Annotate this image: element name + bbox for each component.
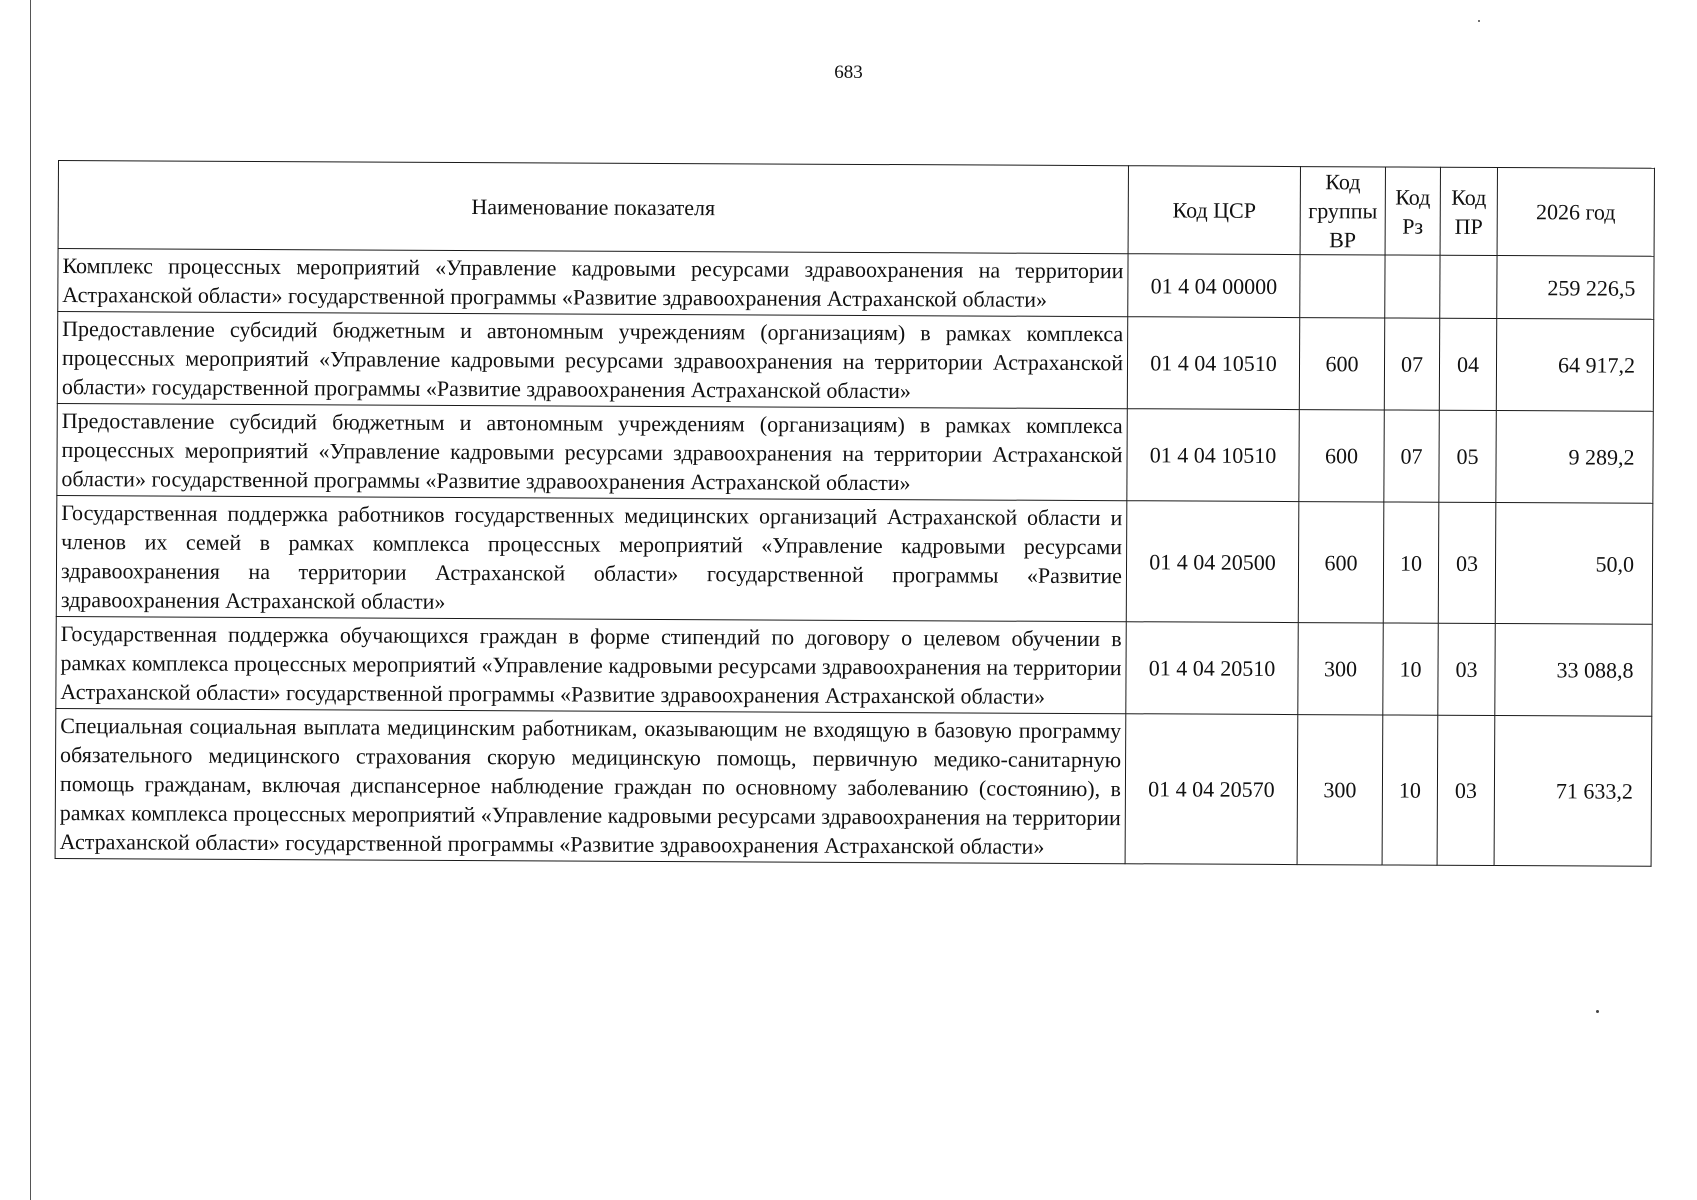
row-amount: 64 917,2 [1496, 319, 1653, 412]
row-vr-code: 600 [1299, 410, 1384, 502]
row-name: Государственная поддержка работников государственных медицинских организаций Астраханской области и членов их семей в рамках комплекса процессных мероприятий «Управление кадровыми ресурсами здравоохранения на территории Астраханской области» государственной программы «Развитие здравоохранения Астраханской области» [56, 495, 1127, 621]
header-name: Наименование показателя [58, 161, 1128, 254]
row-csr-code: 01 4 04 20510 [1126, 622, 1298, 715]
table-row [57, 312, 1653, 412]
header-pr-code: Код ПР [1440, 167, 1497, 255]
row-name: Предоставление субсидий бюджетным и автономным учреждениям (организациям) в рамках комплекса процессных мероприятий «Управление кадровыми ресурсами здравоохранения на территории Астраханской области» государственной программы «Развитие здравоохранения Астраханской области» [57, 403, 1127, 500]
row-csr-code: 01 4 04 10510 [1127, 317, 1299, 410]
table-row [58, 249, 1654, 320]
row-csr-code: 01 4 04 00000 [1128, 254, 1300, 318]
scan-speck [1478, 20, 1480, 22]
table-header-row [58, 161, 1654, 257]
row-csr-code: 01 4 04 20500 [1126, 501, 1299, 623]
page-number: 683 [834, 62, 863, 83]
row-name: Предоставление субсидий бюджетным и автономным учреждениям (организациям) в рамках комплекса процессных мероприятий «Управление кадровыми ресурсами здравоохранения на территории Астраханской области» государственной программы «Развитие здравоохранения Астраханской области» [57, 312, 1127, 409]
row-name: Государственная поддержка обучающихся граждан в форме стипендий по договору о целевом обучении в рамках комплекса процессных мероприятий «Управление кадровыми ресурсами здравоохранения на территории Астраханской области» государственной программы «Развитие здравоохранения Астраханской области» [56, 616, 1126, 713]
row-name: Специальная социальная выплата медицинским работникам, оказывающим не входящую в базовую программу обязательного медицинского страхования скорую медицинскую помощь, первичную медико-санитарную помощь гражданам, включая диспансерное наблюдение граждан по основному заболеванию (состоянию), в рамках комплекса процессных мероприятий «Управление кадровыми ресурсами здравоохранения на территории Астраханской области» государственной программы «Развитие здравоохранения Астраханской области» [55, 708, 1126, 863]
table-row [55, 708, 1652, 866]
row-pr-code: 03 [1438, 502, 1496, 623]
header-rz-code: Код Рз [1385, 167, 1440, 255]
row-csr-code: 01 4 04 10510 [1127, 409, 1299, 502]
row-rz-code: 07 [1384, 410, 1439, 502]
budget-table [55, 160, 1655, 867]
header-vr-code: Код группы ВР [1300, 167, 1385, 255]
table-row [57, 403, 1653, 503]
row-rz-code: 10 [1383, 623, 1438, 715]
scan-speck [1596, 1010, 1599, 1013]
row-amount: 259 226,5 [1497, 256, 1654, 320]
header-csr-code: Код ЦСР [1128, 166, 1300, 255]
header-year-2026: 2026 год [1497, 168, 1654, 257]
row-pr-code: 05 [1439, 410, 1496, 502]
row-amount: 50,0 [1495, 503, 1653, 625]
table-row [56, 495, 1653, 624]
row-pr-code: 04 [1439, 318, 1496, 410]
row-amount: 33 088,8 [1495, 624, 1652, 717]
row-name: Комплекс процессных мероприятий «Управление кадровыми ресурсами здравоохранения на территории Астраханской области» государственной программы «Развитие здравоохранения Астраханской области» [58, 249, 1128, 317]
row-vr-code: 600 [1298, 502, 1384, 623]
row-amount: 9 289,2 [1496, 411, 1653, 504]
row-vr-code: 300 [1297, 715, 1383, 865]
row-amount: 71 633,2 [1494, 716, 1652, 867]
row-vr-code: 300 [1298, 623, 1383, 715]
row-pr-code: 03 [1437, 715, 1495, 865]
row-pr-code [1440, 255, 1497, 318]
row-rz-code: 10 [1382, 715, 1438, 865]
table-row [56, 616, 1652, 716]
row-vr-code: 600 [1299, 318, 1384, 410]
row-pr-code: 03 [1438, 623, 1495, 715]
row-rz-code [1385, 255, 1440, 318]
row-csr-code: 01 4 04 20570 [1125, 714, 1298, 865]
row-rz-code: 10 [1383, 502, 1439, 623]
row-vr-code [1300, 255, 1385, 318]
scan-edge-line [30, 0, 31, 1200]
row-rz-code: 07 [1384, 318, 1439, 410]
